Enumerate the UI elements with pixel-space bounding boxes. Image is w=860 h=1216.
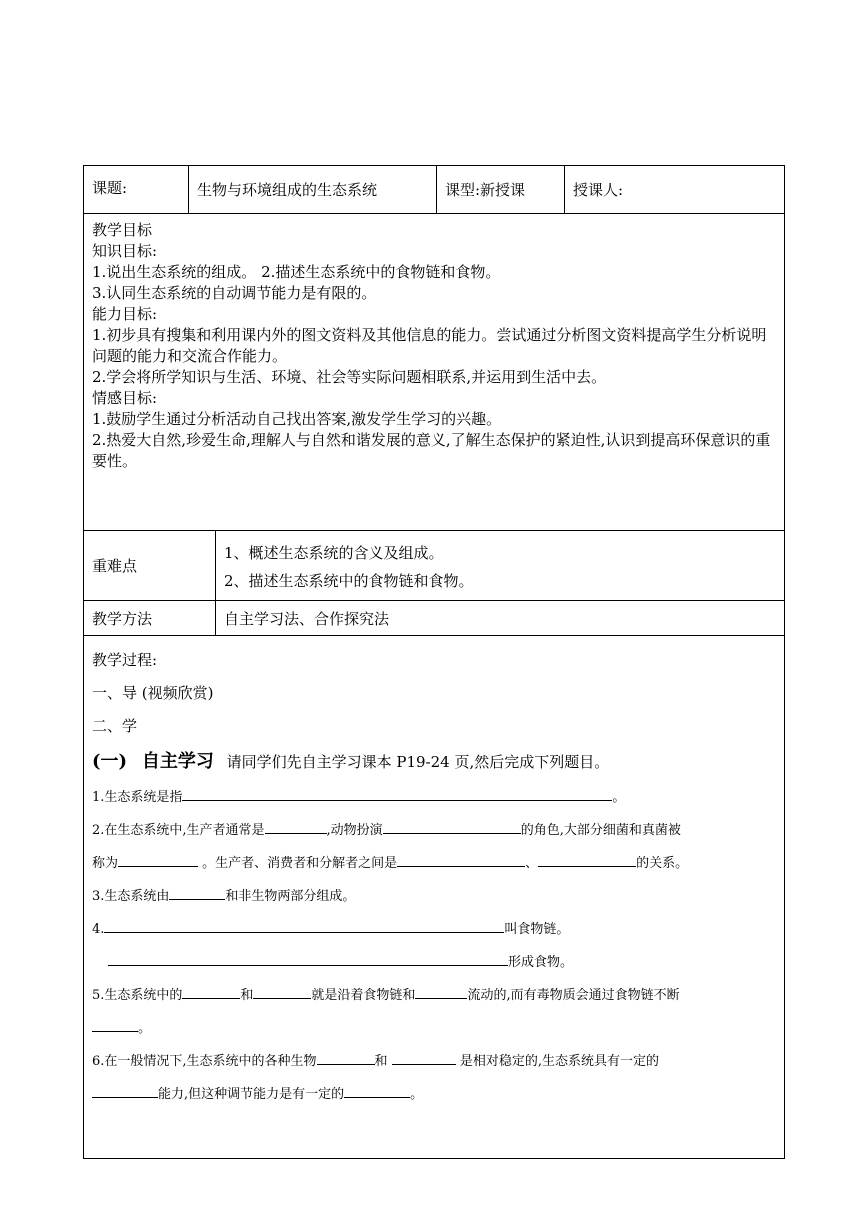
- topic-label: 课题:: [92, 179, 128, 197]
- ability-item: 1.初步具有搜集和利用课内外的图文资料及其他信息的能力。尝试通过分析图文资料提高学生分析说明问题的能力和交流合作能力。: [92, 326, 767, 365]
- question-6-cont: 能力,但这种调节能力是有一定的 。: [92, 1078, 776, 1111]
- question-2: 2.在生态系统中,生产者通常是 ,动物扮演 的角色,大部分细菌和真菌被: [92, 814, 776, 847]
- question-2-cont: 称为 。生产者、消费者和分解者之间是 、 的关系。: [92, 847, 776, 880]
- methods-label: 教学方法: [92, 609, 153, 628]
- knowledge-title: 知识目标:: [92, 242, 158, 260]
- answer-blank[interactable]: [182, 985, 240, 999]
- answer-blank[interactable]: [182, 787, 612, 801]
- answer-blank[interactable]: [383, 820, 521, 834]
- topic-value: 生物与环境组成的生态系统: [188, 166, 436, 213]
- key-point-item: 2、描述生态系统中的食物链和食物。: [224, 572, 474, 590]
- answer-blank[interactable]: [92, 1084, 158, 1098]
- process-title: 教学过程:: [92, 651, 158, 669]
- process-step: 一、导 (视频欣赏): [92, 684, 214, 702]
- methods-row: [84, 601, 784, 636]
- section-heading: [92, 743, 776, 781]
- answer-blank[interactable]: [253, 985, 311, 999]
- answer-blank[interactable]: [118, 853, 198, 867]
- key-points-content: [215, 531, 784, 600]
- objectives-section: [84, 214, 784, 531]
- question-4: 4. 叫食物链。: [92, 913, 776, 946]
- objectives-title: 教学目标: [92, 221, 153, 239]
- teacher-label: 授课人:: [564, 166, 784, 213]
- ability-title: 能力目标:: [92, 305, 158, 323]
- key-point-item: 1、概述生态系统的含义及组成。: [224, 544, 444, 562]
- question-5: 5.生态系统中的 和 就是沿着食物链和 流动的,而有毒物质会通过食物链不断: [92, 979, 776, 1012]
- emotion-item: 2.热爱大自然,珍爱生命,理解人与自然和谐发展的意义,了解生态保护的紧迫性,认识到提高环保意识的重要性。: [92, 431, 771, 470]
- answer-blank[interactable]: [92, 1018, 138, 1032]
- key-points-label: 重难点: [92, 557, 138, 575]
- process-step: 二、学: [92, 717, 138, 735]
- question-6: 6.在一般情况下,生态系统中的各种生物 和 是相对稳定的,生态系统具有一定的: [92, 1045, 776, 1078]
- knowledge-item: 1.说出生态系统的组成。 2.描述生态系统中的食物链和食物。: [92, 263, 501, 281]
- question-5-cont: 。: [92, 1012, 776, 1045]
- key-points-row: [84, 531, 784, 601]
- header-row: [84, 166, 784, 214]
- section-title: 自主学习: [141, 751, 214, 772]
- answer-blank[interactable]: [415, 985, 467, 999]
- section-instruction: 请同学们先自主学习课本 P19-24 页,然后完成下列题目。: [226, 753, 610, 771]
- emotion-title: 情感目标:: [92, 389, 158, 407]
- answer-blank[interactable]: [265, 820, 327, 834]
- answer-blank[interactable]: [538, 853, 636, 867]
- question-4-cont: 形成食物。: [92, 946, 776, 979]
- knowledge-item: 3.认同生态系统的自动调节能力是有限的。: [92, 284, 377, 302]
- question-3: 3.生态系统由 和非生物两部分组成。: [92, 880, 776, 913]
- methods-value: 自主学习法、合作探究法: [215, 601, 784, 635]
- answer-blank[interactable]: [104, 919, 504, 933]
- answer-blank[interactable]: [392, 1051, 456, 1065]
- lesson-type: 课型:新授课: [436, 166, 564, 213]
- ability-item: 2.学会将所学知识与生活、环境、社会等实际问题相联系,并运用到生活中去。: [92, 368, 607, 386]
- question-1: 1.生态系统是指 。: [92, 781, 776, 814]
- answer-blank[interactable]: [397, 853, 525, 867]
- process-section: [84, 636, 784, 1158]
- section-number: (一): [92, 751, 128, 772]
- answer-blank[interactable]: [344, 1084, 410, 1098]
- answer-blank[interactable]: [317, 1051, 375, 1065]
- answer-blank[interactable]: [169, 886, 225, 900]
- emotion-item: 1.鼓励学生通过分析活动自己找出答案,激发学生学习的兴趣。: [92, 410, 502, 428]
- lesson-plan-table: [83, 165, 785, 1159]
- answer-blank[interactable]: [108, 952, 508, 966]
